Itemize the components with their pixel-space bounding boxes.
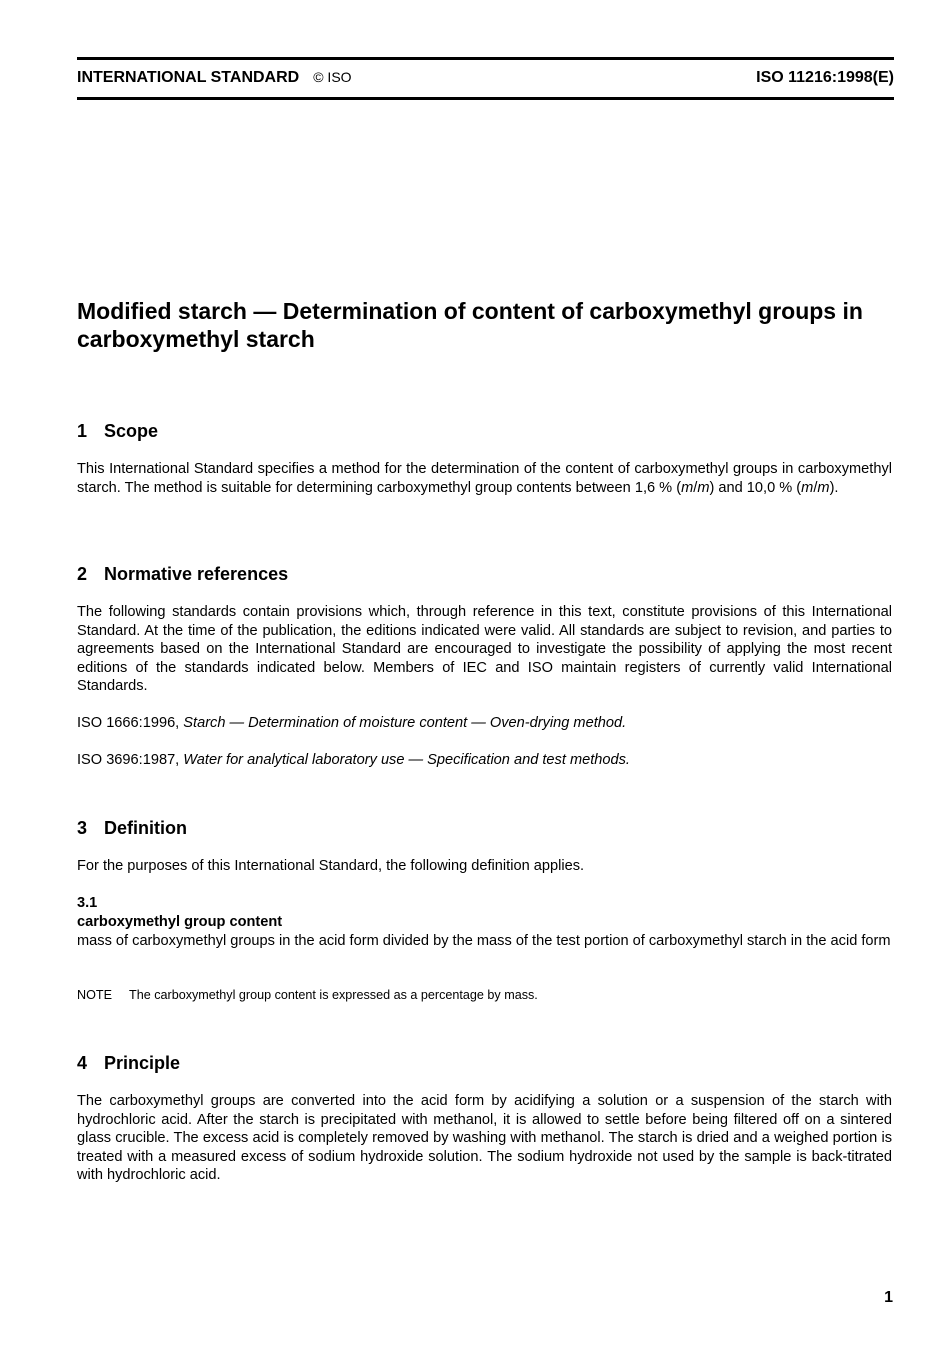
definition-note bbox=[77, 988, 538, 1002]
scope-text-b: ) and 10,0 % ( bbox=[709, 479, 802, 496]
term-definition: mass of carboxymethyl groups in the acid form divided by the mass of the test portion of carboxymethyl starch in the acid form bbox=[77, 933, 891, 949]
header-standard-id: ISO 11216:1998(E) bbox=[756, 69, 894, 86]
section-heading-principle bbox=[77, 1053, 180, 1074]
reference-id: ISO 1666:1996, bbox=[77, 715, 184, 731]
section-number: 2 bbox=[77, 564, 88, 584]
definition-intro: For the purposes of this International Standard, the following definition applies. bbox=[77, 858, 585, 874]
unit-italic: m bbox=[817, 479, 830, 496]
section-title: Scope bbox=[104, 421, 159, 441]
note-label: NOTE bbox=[77, 988, 112, 1002]
unit-italic: m bbox=[801, 479, 814, 496]
section-heading-scope bbox=[77, 421, 158, 442]
unit-slash: / bbox=[813, 479, 818, 496]
section-title: Normative references bbox=[104, 564, 289, 584]
section-heading-definition bbox=[77, 818, 187, 839]
principle-paragraph: The carboxymethyl groups are converted into the acid form by acidifying a solution or a suspension of the starch with hydrochloric acid. After the starch is precipitated with methanol, it is allowed to settle before being filtered off on a sintered glass crucible. The excess acid is completely removed by washing with methanol. The starch is dried and a weighed portion is treated with a measured excess of sodium hydroxide solution. The sodium hydroxide not used by the sample is back-titrated with hydrochloric acid. bbox=[77, 1093, 892, 1183]
section-title: Definition bbox=[104, 818, 187, 838]
scope-text-c: ). bbox=[829, 479, 839, 496]
term-name: carboxymethyl group content bbox=[77, 914, 283, 930]
reference-id: ISO 3696:1987, bbox=[77, 752, 184, 768]
section-heading-normative-references bbox=[77, 564, 288, 585]
reference-iso-1666 bbox=[77, 714, 892, 733]
normative-paragraph: The following standards contain provisions which, through reference in this text, constitute provisions of this International Standard. At the time of the publication, the editions indicated were valid. All standards are subject to revision, and parties to agreements based on the International Standard are encouraged to investigate the possibility of applying the most recent editions of the standards indicated below. Members of IEC and ISO maintain registers of currently valid International Standards. bbox=[77, 604, 892, 694]
unit-italic: m bbox=[681, 479, 694, 496]
reference-title: Water for analytical laboratory use — Specification and test methods. bbox=[183, 752, 630, 768]
note-text: The carboxymethyl group content is expressed as a percentage by mass. bbox=[129, 988, 538, 1002]
scope-paragraph bbox=[77, 460, 892, 497]
header-left bbox=[77, 69, 352, 87]
section-number: 3 bbox=[77, 818, 88, 838]
header-top-rule bbox=[77, 57, 894, 60]
section-number: 4 bbox=[77, 1053, 88, 1073]
header-copyright: © ISO bbox=[313, 69, 352, 85]
section-number: 1 bbox=[77, 421, 88, 441]
unit-slash: / bbox=[693, 479, 698, 496]
unit-italic: m bbox=[697, 479, 710, 496]
header-bottom-rule bbox=[77, 97, 894, 100]
term-number: 3.1 bbox=[77, 895, 98, 911]
reference-title: Starch — Determination of moisture content — Oven-drying method. bbox=[183, 715, 627, 731]
document-title: Modified starch — Determination of content of carboxymethyl groups in carboxymethyl starch bbox=[77, 298, 863, 352]
header-label: INTERNATIONAL STANDARD bbox=[77, 69, 300, 86]
reference-iso-3696 bbox=[77, 751, 892, 770]
section-title: Principle bbox=[104, 1053, 181, 1073]
scope-text-a: This International Standard specifies a method for the determination of the content of carboxymethyl groups in carboxymethyl starch. The method is suitable for determining carboxymethyl group contents between 1,6 % ( bbox=[77, 461, 892, 496]
page-number: 1 bbox=[884, 1289, 893, 1306]
